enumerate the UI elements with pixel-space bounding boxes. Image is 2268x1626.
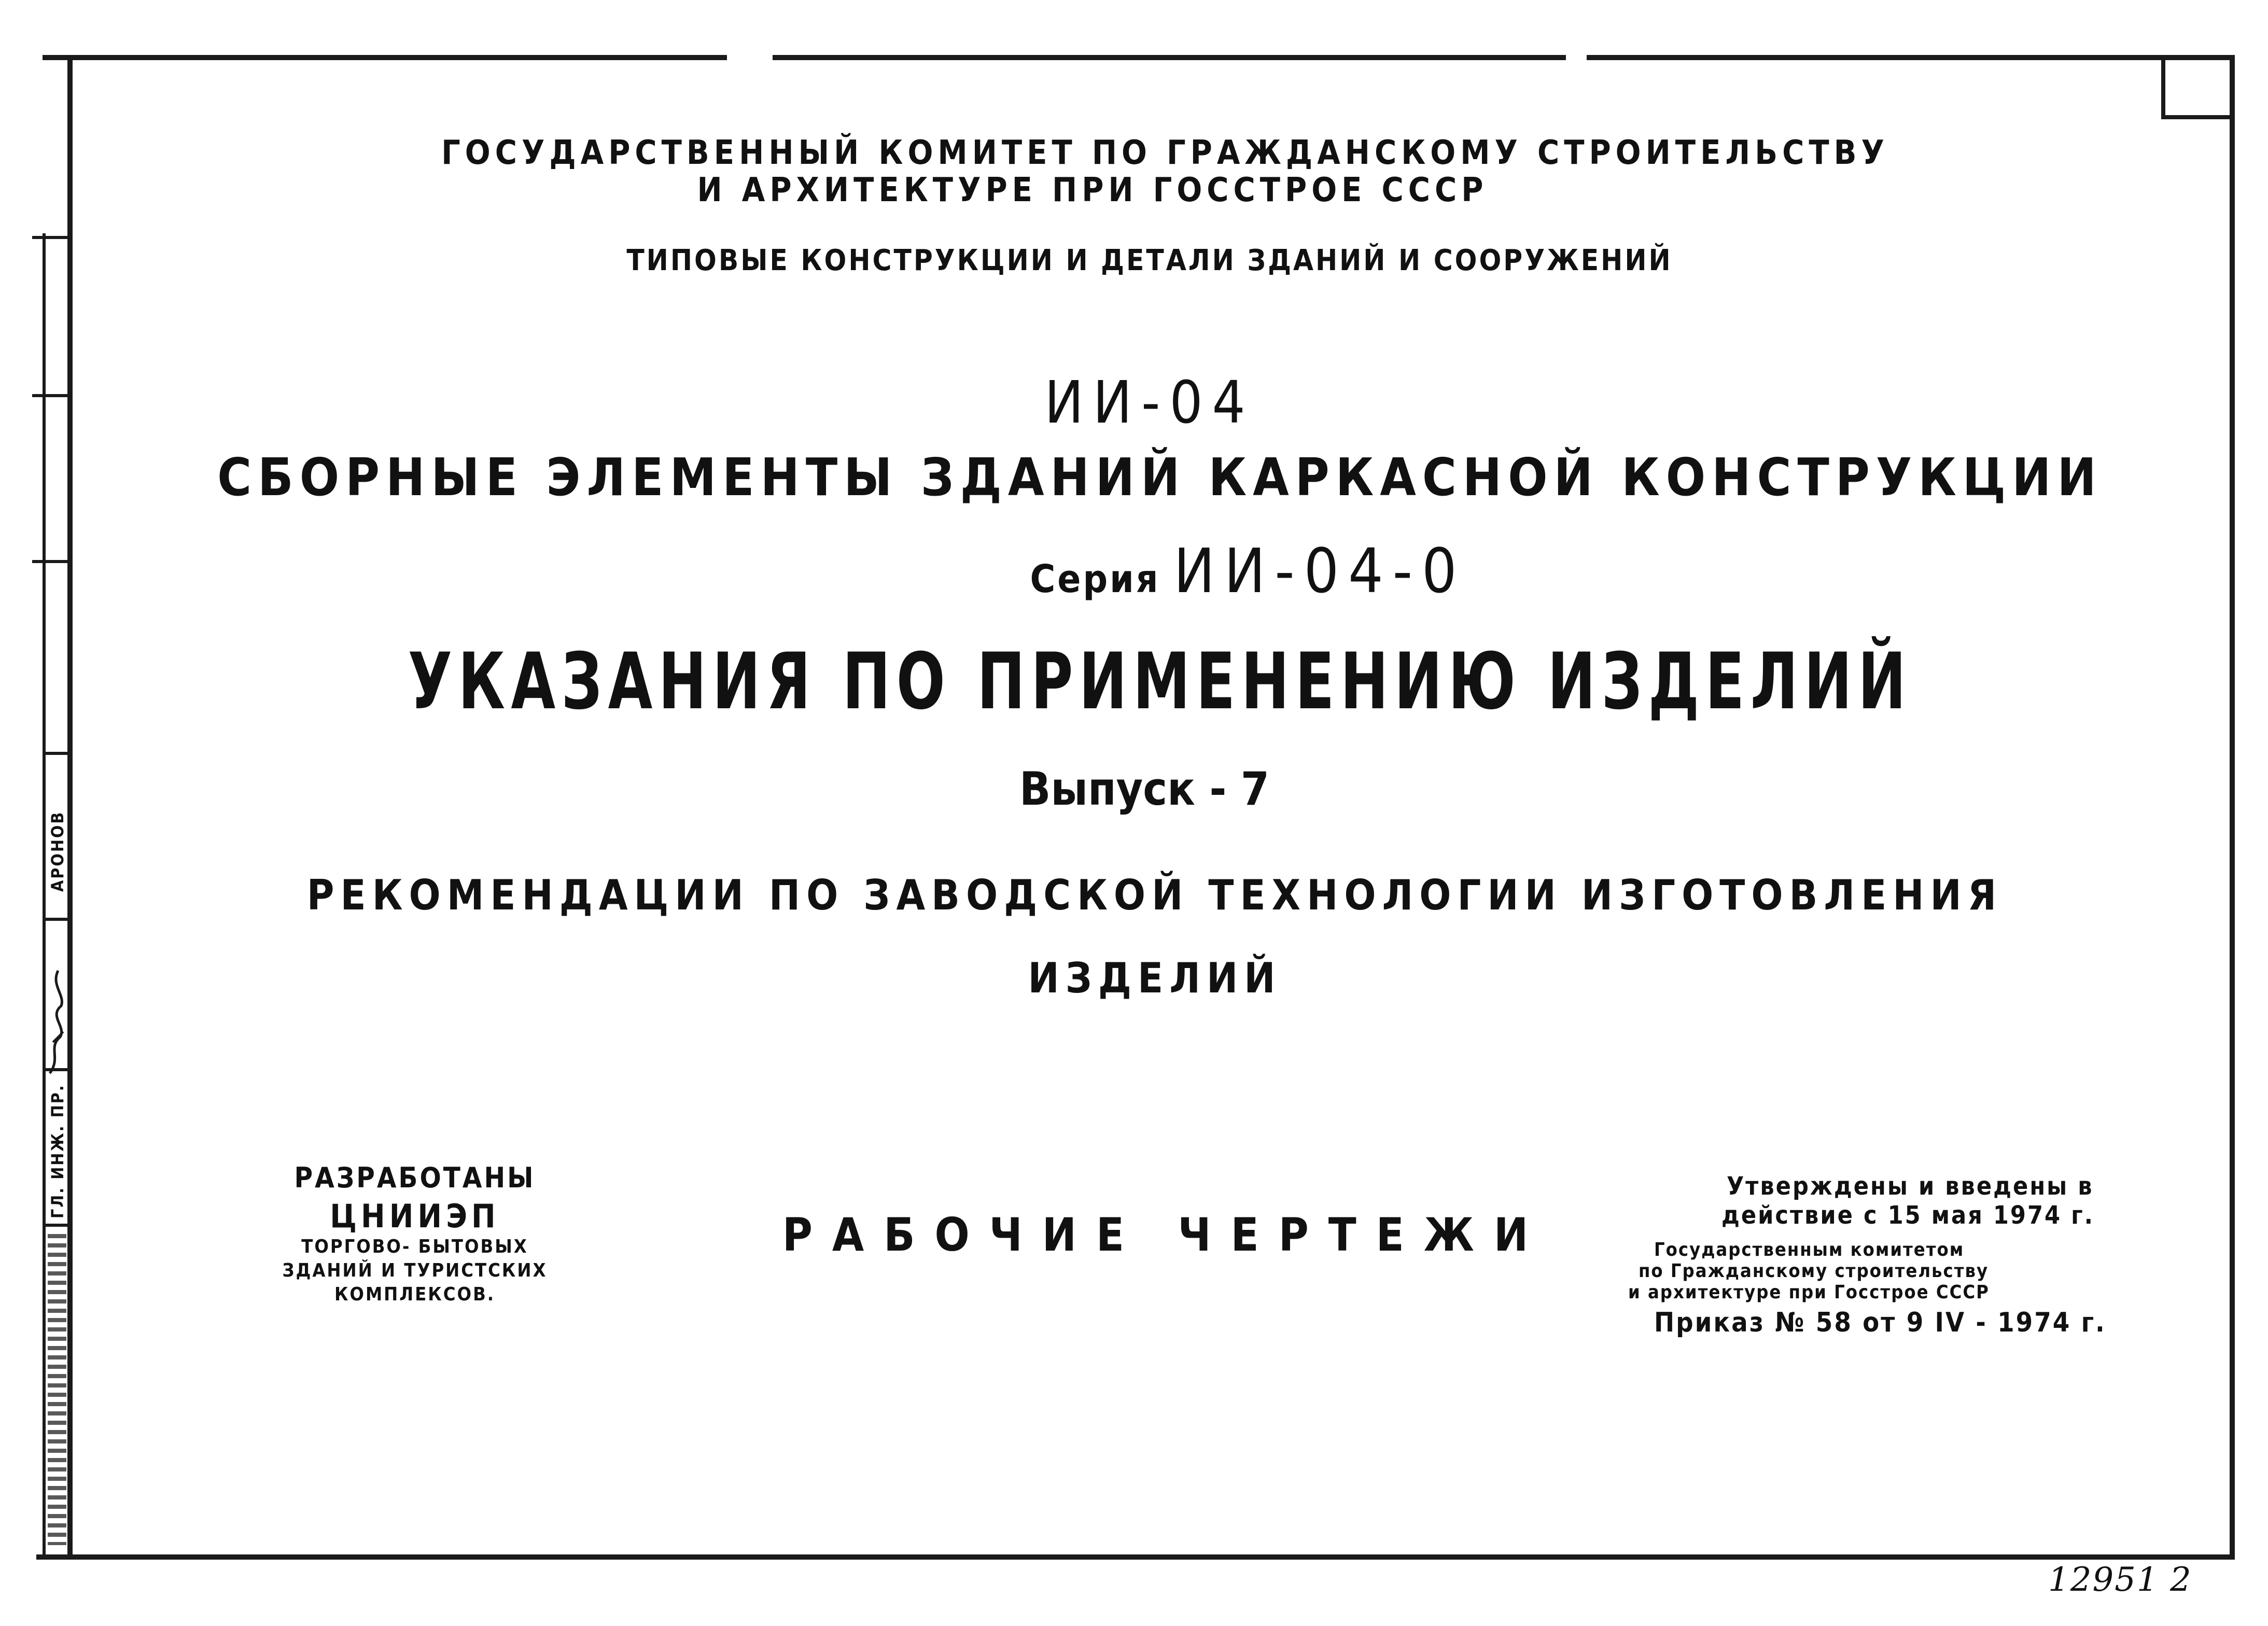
- series-label: Серия: [1030, 557, 1160, 601]
- subtitle-line-1: РЕКОМЕНДАЦИИ ПО ЗАВОДСКОЙ ТЕХНОЛОГИИ ИЗГОТОВЛЕНИЯ: [306, 871, 2003, 919]
- developer-desc-line: ЗДАНИЙ И ТУРИСТСКИХ: [282, 1260, 548, 1281]
- frame-bottom: [36, 1554, 2235, 1560]
- approval-line: по Гражданскому строительству: [1639, 1260, 1989, 1282]
- developer-desc-line: ТОРГОВО- БЫТОВЫХ: [301, 1236, 528, 1257]
- approval-block: [1613, 1172, 2157, 1338]
- series-code: ИИ-04-0: [1173, 535, 1466, 607]
- archive-number: 12951: [2048, 1561, 2159, 1599]
- approval-line: Государственным комитетом: [1654, 1239, 1965, 1260]
- approval-order: Приказ № 58 от 9 IV - 1974 г.: [1654, 1307, 2106, 1338]
- sheet-mark: 2: [2170, 1561, 2191, 1599]
- series-line: [114, 535, 2268, 607]
- working-drawings-label: РАБОЧИЕ ЧЕРТЕЖИ: [782, 1208, 1548, 1261]
- approval-line: и архитектуре при Госстрое СССР: [1628, 1282, 1990, 1303]
- developer-org: ЦНИИЭП: [330, 1197, 500, 1235]
- committee-line-1: ГОСУДАРСТВЕННЫЙ КОМИТЕТ ПО ГРАЖДАНСКОМУ СТРОИТЕЛЬСТВУ: [441, 134, 1889, 172]
- subtitle-line-2: ИЗДЕЛИЙ: [1028, 954, 1282, 1002]
- frame-top-segment-1: [43, 55, 727, 60]
- approval-line: Утверждены и введены в: [1727, 1172, 2094, 1201]
- developer-title: РАЗРАБОТАНЫ: [294, 1161, 536, 1194]
- frame-top-segment-3: [1587, 55, 2235, 60]
- strip-handwriting: [48, 1234, 66, 1545]
- type-constructions-heading: ТИПОВЫЕ КОНСТРУКЦИИ И ДЕТАЛИ ЗДАНИЙ И СООРУЖЕНИЙ: [626, 244, 1673, 277]
- sheet-number-box: [2161, 55, 2230, 119]
- catalog-title: СБОРНЫЕ ЭЛЕМЕНТЫ ЗДАНИЙ КАРКАСНОЙ КОНСТРУКЦИИ: [217, 447, 2103, 508]
- strip-role: ГЛ. ИНЖ. ПР.: [48, 1084, 67, 1218]
- frame-top-segment-2: [773, 55, 1566, 60]
- binding-tick: [32, 236, 68, 239]
- strip-divider: [46, 752, 67, 755]
- strip-name: АРОНОВ: [48, 810, 67, 892]
- catalog-code: ИИ-04: [1044, 369, 1255, 437]
- document-title: УКАЗАНИЯ ПО ПРИМЕНЕНИЮ ИЗДЕЛИЙ: [408, 637, 1912, 727]
- committee-line-2: И АРХИТЕКТУРЕ ПРИ ГОССТРОЕ СССР: [697, 171, 1488, 209]
- approval-line: действие с 15 мая 1974 г.: [1721, 1201, 2095, 1230]
- binding-tick: [32, 560, 68, 563]
- developer-desc-line: КОМПЛЕКСОВ.: [334, 1284, 496, 1305]
- issue-number: Выпуск - 7: [1019, 762, 1269, 816]
